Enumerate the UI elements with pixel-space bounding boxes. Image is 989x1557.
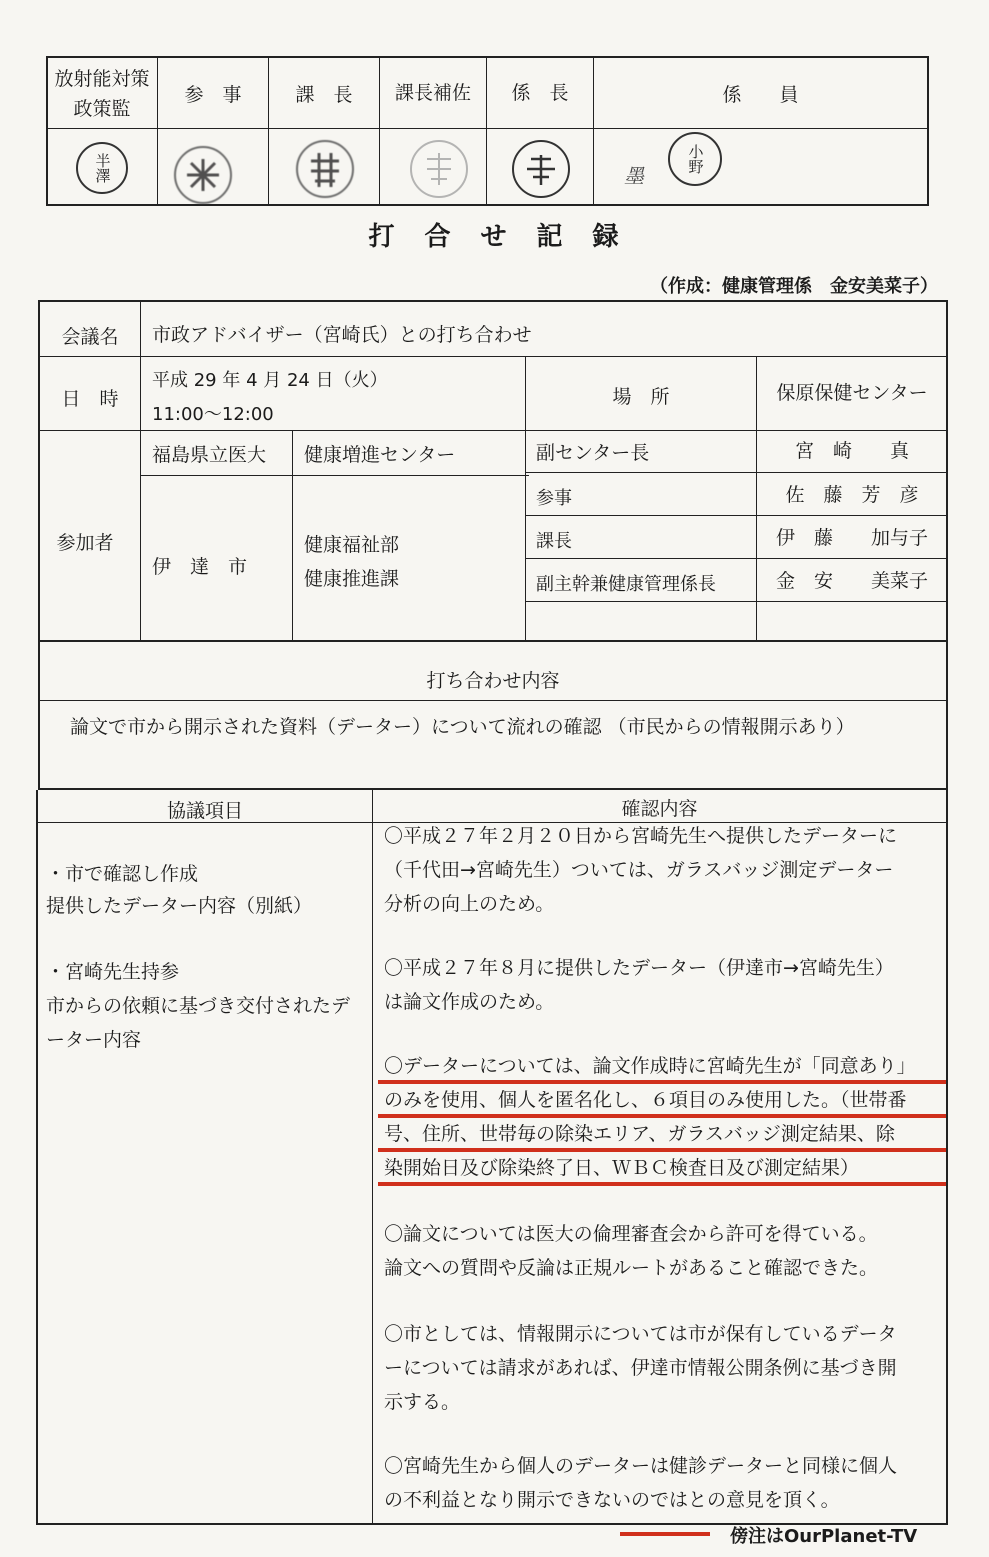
participant-role-2: 参事 bbox=[536, 488, 572, 509]
participant-name-1: 宮 崎 真 bbox=[794, 440, 909, 462]
place-value: 保原保健センター bbox=[776, 382, 928, 404]
footer-note: 傍注はOurPlanet-TV bbox=[730, 1526, 918, 1547]
participant-dept-2: 健康福祉部 健康推進課 bbox=[304, 534, 400, 590]
participant-role-1: 副センター長 bbox=[536, 442, 650, 464]
discussion-item: ・宮崎先生持参 bbox=[46, 961, 180, 983]
meeting-time: 11:00〜12:00 bbox=[152, 404, 274, 425]
participant-org-1: 福島県立医大 bbox=[152, 444, 267, 466]
confirm-line: 染開始日及び除染終了日、ＷＢＣ検査日及び測定結果） bbox=[384, 1157, 860, 1179]
participant-role-4: 副主幹兼健康管理係長 bbox=[536, 574, 716, 595]
confirm-line: 〇平成２７年８月に提供したデーター（伊達市→宮崎先生） bbox=[384, 957, 894, 979]
confirm-line: （千代田→宮崎先生）ついては、ガラスバッジ測定データー bbox=[384, 859, 894, 881]
participants-label: 参加者 bbox=[56, 532, 114, 554]
place-label: 場 所 bbox=[612, 386, 670, 408]
confirm-line: の不利益となり開示できないのではとの意見を頂く。 bbox=[384, 1489, 840, 1511]
seal-stamp-1: 半澤 bbox=[76, 142, 128, 194]
approval-header-director: 放射能対策政策監 bbox=[54, 68, 150, 120]
confirm-line: 示する。 bbox=[384, 1391, 461, 1413]
participant-role-3: 課長 bbox=[536, 531, 572, 552]
meeting-name-label: 会議名 bbox=[61, 326, 119, 348]
confirm-line: 論文への質問や反論は正規ルートがあること確認できた。 bbox=[384, 1257, 879, 1279]
meeting-table bbox=[38, 300, 948, 642]
confirm-line: のみを使用、個人を匿名化し、６項目のみ使用した。（世帯番 bbox=[384, 1089, 907, 1111]
confirm-line: 〇宮崎先生から個人のデーターは健診データーと同様に個人 bbox=[384, 1455, 898, 1477]
participant-org-2: 伊 達 市 bbox=[152, 556, 248, 578]
discussion-item: 提供したデーター内容（別紙） bbox=[46, 895, 313, 917]
seal-stamp-6: 小野 bbox=[668, 132, 722, 186]
discussion-right-header: 確認内容 bbox=[621, 798, 698, 820]
legend-red-line bbox=[620, 1532, 710, 1536]
page-title: 打 合 せ 記 録 bbox=[368, 222, 621, 252]
discussion-item: ・市で確認し作成 bbox=[46, 863, 199, 885]
confirm-line: は論文作成のため。 bbox=[384, 991, 555, 1013]
confirm-line: 分析の向上のため。 bbox=[384, 893, 555, 915]
meeting-name-value: 市政アドバイザー（宮崎氏）との打ち合わせ bbox=[152, 324, 532, 346]
participant-name-4: 金 安 美菜子 bbox=[775, 570, 928, 592]
meeting-date: 平成 29 年 4 月 24 日（火） bbox=[152, 370, 388, 391]
discussion-left-header: 協議項目 bbox=[166, 800, 243, 822]
red-underline bbox=[378, 1182, 946, 1186]
approval-header-councilor: 参 事 bbox=[184, 84, 242, 106]
content-box bbox=[38, 642, 948, 790]
participant-dept-1: 健康増進センター bbox=[304, 444, 456, 466]
discussion-table bbox=[36, 790, 948, 1525]
confirm-line: 〇論文については医大の倫理審査会から許可を得ている。 bbox=[384, 1223, 878, 1245]
approval-header-staff: 係 員 bbox=[722, 84, 799, 106]
seal-stamp-4 bbox=[410, 140, 468, 198]
extra-mark: 墨 bbox=[624, 164, 644, 188]
participant-name-3: 伊 藤 加与子 bbox=[775, 527, 928, 549]
approval-header-subsection-chief: 係 長 bbox=[511, 82, 569, 104]
confirm-line: 号、住所、世帯毎の除染エリア、ガラスバッジ測定結果、除 bbox=[384, 1123, 895, 1145]
confirm-line: 〇平成２７年２月２０日から宮崎先生へ提供したデーターに bbox=[384, 825, 898, 847]
discussion-item: 市からの依頼に基づき交付されたデ bbox=[46, 995, 351, 1017]
datetime-label: 日 時 bbox=[61, 388, 119, 410]
content-summary: 論文で市から開示された資料（データー）について流れの確認 （市民からの情報開示あり） bbox=[70, 716, 855, 738]
author-line: （作成：健康管理係 金安美菜子） bbox=[650, 276, 938, 297]
red-underline bbox=[378, 1080, 946, 1084]
seal-stamp-3 bbox=[296, 140, 354, 198]
seal-stamp-2 bbox=[174, 146, 232, 204]
content-header: 打ち合わせ内容 bbox=[426, 670, 560, 692]
approval-header-assistant-chief: 課長補佐 bbox=[394, 82, 471, 104]
approval-header-section-chief: 課 長 bbox=[295, 84, 353, 106]
red-underline bbox=[378, 1148, 946, 1152]
approval-table bbox=[46, 56, 929, 206]
confirm-line: 〇データーについては、論文作成時に宮崎先生が「同意あり」 bbox=[384, 1055, 916, 1077]
red-underline bbox=[378, 1114, 946, 1118]
confirm-line: ーについては請求があれば、伊達市情報公開条例に基づき開 bbox=[384, 1357, 897, 1379]
confirm-line: 〇市としては、情報開示については市が保有しているデータ bbox=[384, 1323, 897, 1345]
participant-name-2: 佐 藤 芳 彦 bbox=[785, 484, 919, 506]
seal-stamp-5 bbox=[512, 140, 570, 198]
discussion-item: ーター内容 bbox=[46, 1029, 142, 1051]
